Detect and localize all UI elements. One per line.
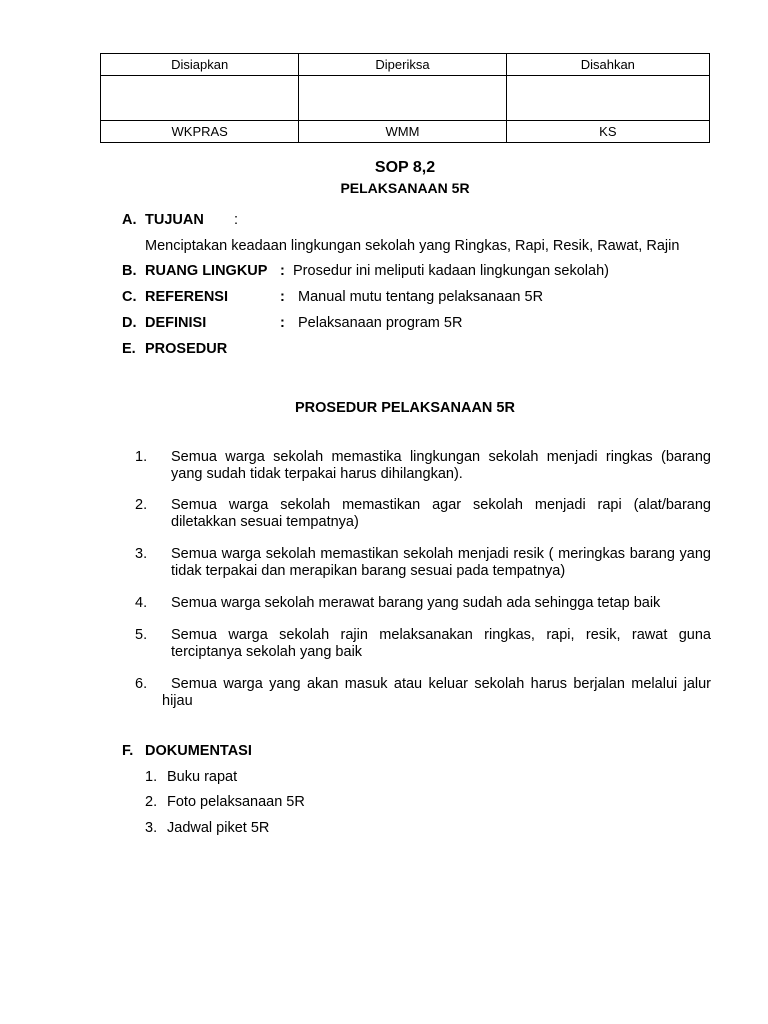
procedure-heading: PROSEDUR PELAKSANAAN 5R bbox=[295, 400, 515, 416]
header-disahkan: Disahkan bbox=[506, 54, 709, 76]
section-c-label: REFERENSI bbox=[145, 289, 228, 305]
procedure-item-5-text: Semua warga sekolah rajin melaksanakan ringkas, rapi, resik, rawat guna terciptanya sekolah yang baik bbox=[171, 627, 711, 660]
document-title: SOP 8,2 bbox=[374, 159, 436, 176]
documentation-item-3-text: Jadwal piket 5R bbox=[167, 820, 270, 836]
signature-cell-diperiksa bbox=[299, 76, 506, 121]
section-a-label: TUJUAN bbox=[145, 212, 204, 228]
name-wkpras: WKPRAS bbox=[101, 121, 299, 143]
procedure-item-4-number: 4. bbox=[135, 595, 148, 611]
documentation-item-2-number: 2. bbox=[145, 794, 158, 810]
procedure-item-3-number: 3. bbox=[135, 546, 148, 562]
documentation-item-2-text: Foto pelaksanaan 5R bbox=[167, 794, 305, 810]
documentation-item-3-number: 3. bbox=[145, 820, 158, 836]
procedure-item-1-number: 1. bbox=[135, 449, 148, 465]
signature-names-row bbox=[101, 121, 710, 143]
header-disiapkan: Disiapkan bbox=[101, 54, 299, 76]
procedure-item-3-text: Semua warga sekolah memastikan sekolah menjadi resik ( meringkas barang yang tidak terpakai dan merapikan barang sesuai pada tempatnya) bbox=[171, 546, 711, 579]
procedure-item-6-text: Semua warga yang akan masuk atau keluar sekolah harus berjalan melalui jalur hijau bbox=[162, 676, 711, 709]
section-c-letter: C. bbox=[122, 289, 137, 305]
section-a-text: Menciptakan keadaan lingkungan sekolah yang Ringkas, Rapi, Resik, Rawat, Rajin bbox=[145, 238, 680, 254]
procedure-item-2-text: Semua warga sekolah memastikan agar sekolah menjadi rapi (alat/barang diletakkan sesuai tempatnya) bbox=[171, 497, 711, 530]
section-b-label: RUANG LINGKUP bbox=[145, 263, 268, 279]
section-e-label: PROSEDUR bbox=[145, 341, 228, 357]
procedure-item-6-number: 6. bbox=[135, 676, 148, 692]
procedure-item-5-number: 5. bbox=[135, 627, 148, 643]
name-wmm: WMM bbox=[299, 121, 506, 143]
signature-row bbox=[101, 76, 710, 121]
document-subtitle: PELAKSANAAN 5R bbox=[340, 180, 470, 196]
section-a-letter: A. bbox=[122, 212, 137, 228]
section-f-label: DOKUMENTASI bbox=[145, 743, 252, 759]
procedure-item-4-text: Semua warga sekolah merawat barang yang sudah ada sehingga tetap baik bbox=[171, 595, 661, 611]
section-c-text: Manual mutu tentang pelaksanaan 5R bbox=[298, 289, 544, 305]
signature-cell-disahkan bbox=[506, 76, 709, 121]
procedure-item-1-text: Semua warga sekolah memastika lingkungan sekolah menjadi ringkas (barang yang sudah tidak terpakai harus dihilangkan). bbox=[171, 449, 711, 482]
header-diperiksa: Diperiksa bbox=[299, 54, 506, 76]
section-b-letter: B. bbox=[122, 263, 137, 279]
section-c-colon: : bbox=[280, 289, 285, 305]
section-b-text: Prosedur ini meliputi kadaan lingkungan sekolah) bbox=[293, 263, 609, 279]
procedure-item-2-number: 2. bbox=[135, 497, 148, 513]
section-e-letter: E. bbox=[122, 341, 136, 357]
documentation-item-1-text: Buku rapat bbox=[167, 769, 238, 785]
signature-table bbox=[100, 53, 710, 143]
section-d-text: Pelaksanaan program 5R bbox=[298, 315, 463, 331]
signature-table-header-row bbox=[101, 54, 710, 76]
section-a-colon: : bbox=[234, 212, 239, 228]
name-ks: KS bbox=[506, 121, 709, 143]
section-d-colon: : bbox=[280, 315, 285, 331]
documentation-item-1-number: 1. bbox=[145, 769, 158, 785]
section-d-letter: D. bbox=[122, 315, 137, 331]
section-f-letter: F. bbox=[122, 743, 134, 759]
section-d-label: DEFINISI bbox=[145, 315, 207, 331]
signature-cell-disiapkan bbox=[101, 76, 299, 121]
section-b-colon: : bbox=[280, 263, 285, 279]
